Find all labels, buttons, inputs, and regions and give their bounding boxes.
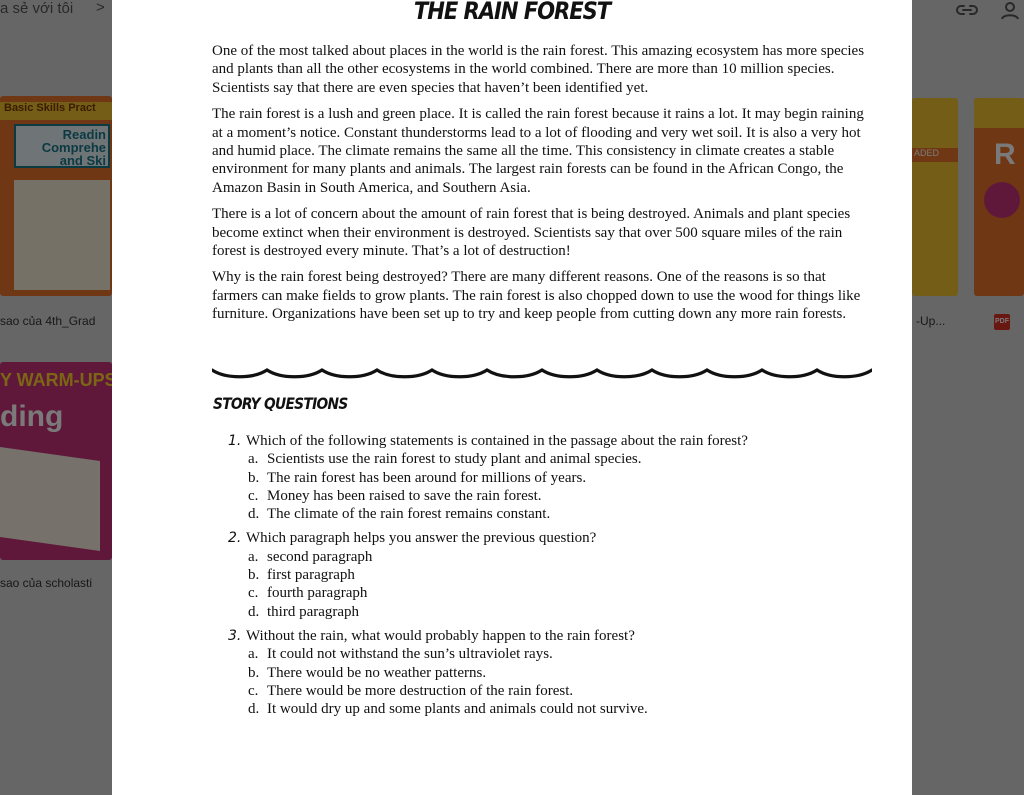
question-number: 1. (228, 433, 242, 449)
answer-option (248, 487, 868, 505)
answer-option (248, 645, 868, 663)
option-text: third paragraph (267, 603, 360, 620)
option-text: The climate of the rain forest remains constant. (267, 506, 551, 523)
option-letter: b. (248, 567, 260, 584)
option-text: It could not withstand the sun’s ultraviolet rays. (267, 646, 553, 663)
passage-paragraph: One of the most talked about places in the world is the rain forest. This amazing ecosystem has more species and plants than all the other ecosystems in the world combined. There are more than 10 million species. Scientists say that there are even species that haven’t been identified yet. (212, 43, 865, 96)
question-number: 3. (228, 627, 242, 644)
option-text: There would be no weather patterns. (267, 664, 487, 681)
option-letter: d. (248, 506, 260, 523)
option-text: It would dry up and some plants and animals could not survive. (267, 701, 648, 718)
answer-option (248, 450, 868, 468)
option-letter: b. (248, 469, 260, 486)
question (228, 627, 868, 718)
option-text: fourth paragraph (267, 585, 368, 602)
questions-list (228, 432, 868, 724)
option-letter: d. (248, 701, 260, 718)
passage-paragraph: There is a lot of concern about the amount of rain forest that is being destroyed. Animals and plant species become extinct when their environment is destroyed. Scientists say that over 500 square miles of the rain forest is destroyed every minute. That’s a lot of destruction! (212, 206, 851, 260)
document-title: THE RAIN FOREST (413, 0, 611, 25)
option-letter: c. (248, 682, 259, 699)
answer-option (248, 682, 868, 700)
answer-option (248, 469, 868, 487)
option-letter: a. (248, 451, 259, 468)
passage-paragraph: The rain forest is a lush and green place. It is called the rain forest because it rains a lot. It may begin raining at a moment’s notice. Constant thunderstorms lead to a lot of flooding and very wet soil. It is also a very hot and humid place. The climate remains the same all the time. This consistency in climate creates a stable environment for many plants and animals. The largest rain forests can be found in the African Congo, the Amazon Basin in South America, and Southern Asia. (212, 106, 864, 196)
option-text: Scientists use the rain forest to study plant and animal species. (267, 451, 642, 468)
option-letter: b. (248, 664, 260, 681)
answer-option (248, 566, 868, 584)
wavy-divider (212, 362, 872, 384)
passage (212, 42, 872, 332)
story-questions-title: STORY QUESTIONS (213, 394, 348, 413)
option-text: first paragraph (267, 567, 355, 584)
option-text: Money has been raised to save the rain forest. (267, 487, 542, 504)
answer-option (248, 505, 868, 523)
option-letter: c. (248, 585, 259, 602)
option-letter: a. (248, 646, 259, 663)
option-text: There would be more destruction of the rain forest. (267, 682, 574, 699)
question (228, 432, 868, 523)
option-text: The rain forest has been around for millions of years. (267, 469, 587, 486)
passage-paragraph: Why is the rain forest being destroyed? There are many different reasons. One of the reasons is so that farmers can make fields to grow plants. The rain forest is also chopped down to use the wood for things like furniture. Organizations have been set up to try and keep people from cutting down any more rain forests. (212, 269, 861, 323)
option-letter: a. (248, 548, 259, 565)
question-text: Which paragraph helps you answer the previous question? (246, 530, 597, 547)
question-number: 2. (228, 530, 242, 547)
option-letter: c. (248, 487, 259, 504)
question (228, 529, 868, 620)
option-text: second paragraph (267, 548, 373, 565)
answer-option (248, 664, 868, 682)
answer-option (248, 700, 868, 718)
document-page (112, 0, 912, 795)
answer-option (248, 584, 868, 602)
question-text: Without the rain, what would probably happen to the rain forest? (246, 627, 635, 644)
answer-option (248, 548, 868, 566)
option-letter: d. (248, 603, 260, 620)
question-text: Which of the following statements is contained in the passage about the rain forest? (246, 433, 748, 449)
answer-option (248, 603, 868, 621)
